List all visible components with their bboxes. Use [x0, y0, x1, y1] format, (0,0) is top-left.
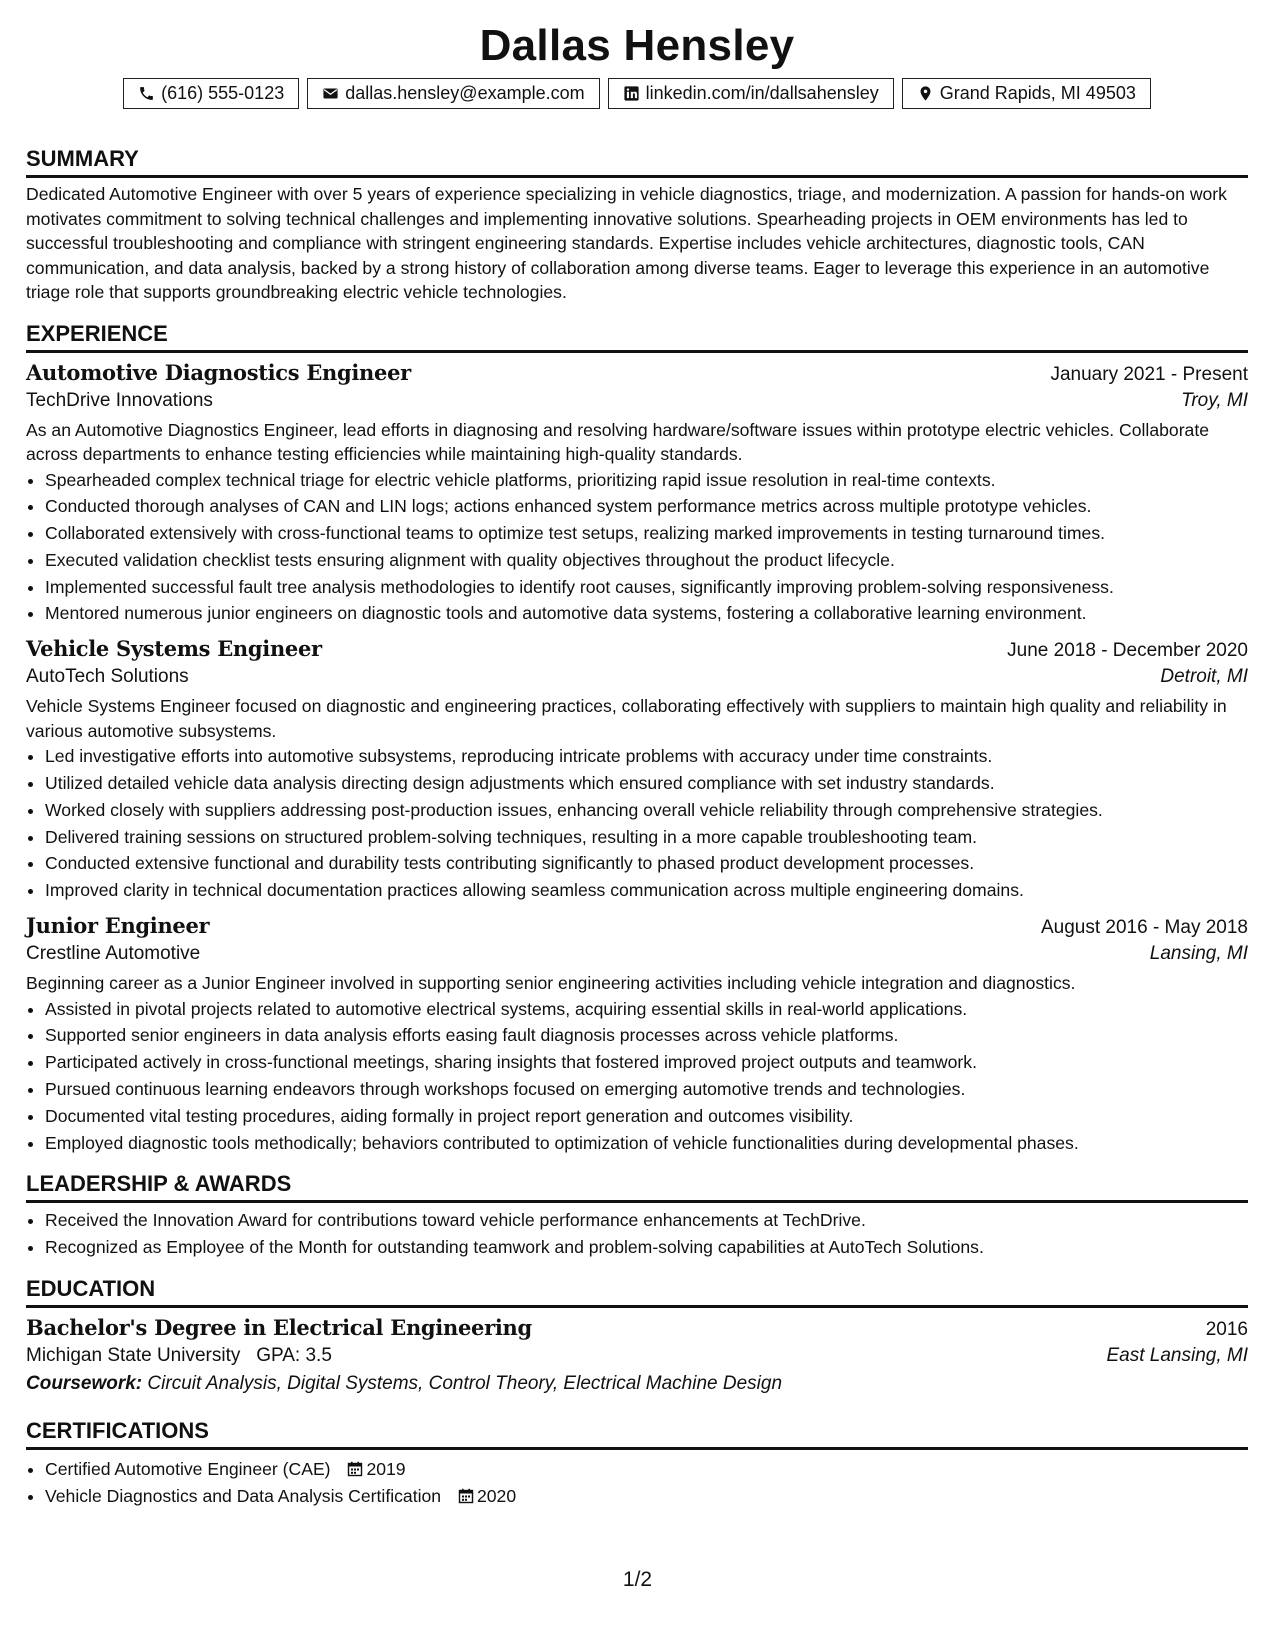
list-item: • Collaborated extensively with cross-functional teams to optimize test setups, realizing marked improvements in testing turnaround times. — [45, 520, 1248, 547]
summary-text: Dedicated Automotive Engineer with over 5 years of experience specializing in vehicle diagnostics, triage, and modernization. A passion for hands-on work motivates commitment to solving technical challenges and implementing innovative solutions. Spearheading projects in OEM environments has led to successful troubleshooting and compliance with stringent engineering standards. Expertise includes vehicle architectures, diagnostic tools, CAN communication, and data analysis, backed by a strong history of collaboration among diverse teams. Eager to leverage this experience in an automotive triage role that supports groundbreaking electric vehicle technologies. — [26, 184, 1227, 302]
job-location: Lansing, MI — [1149, 943, 1248, 965]
graduation-year: 2016 — [1205, 1318, 1248, 1340]
contact-linkedin[interactable] — [608, 78, 894, 109]
job-dates: January 2021 - Present — [1050, 363, 1248, 385]
certification-year: 2019 — [366, 1458, 406, 1479]
list-item: • Delivered training sessions on structured problem-solving techniques, resulting in a more capable troubleshooting team. — [45, 824, 1248, 851]
job-subheader — [26, 666, 1248, 688]
map-pin-icon — [917, 85, 934, 102]
list-item: • Spearheaded complex technical triage for electric vehicle platforms, prioritizing rapid issue resolution in real-time contexts. — [45, 467, 1248, 494]
education-header — [26, 1315, 1248, 1341]
phone-icon — [138, 85, 155, 102]
page-number: 1/2 — [622, 1568, 653, 1591]
job-description: As an Automotive Diagnostics Engineer, lead efforts in diagnosing and resolving hardware/software issues within prototype electric vehicles. Collaborate across departments to enhance testing efficiencies while maintaining high-quality standards. — [26, 419, 1210, 464]
list-item: • Supported senior engineers in data analysis efforts easing fault diagnosis processes across vehicle platforms. — [45, 1022, 1248, 1049]
job-title: Automotive Diagnostics Engineer — [26, 359, 411, 385]
coursework-list: Circuit Analysis, Digital Systems, Control Theory, Electrical Machine Design — [147, 1372, 783, 1394]
list-item: • Conducted extensive functional and durability tests contributing significantly to phased product development processes. — [45, 850, 1248, 877]
contact-bar — [26, 78, 1248, 109]
gpa: GPA: 3.5 — [256, 1344, 332, 1366]
summary-section — [26, 145, 1248, 305]
contact-phone — [123, 78, 299, 109]
job-header — [26, 913, 1248, 939]
list-item: • Led investigative efforts into automotive subsystems, reproducing intricate problems with accuracy under time constraints. — [45, 743, 1248, 770]
list-item: • Mentored numerous junior engineers on diagnostic tools and automotive data systems, fostering a collaborative learning environment. — [45, 600, 1248, 627]
certifications-section — [26, 1417, 1248, 1510]
job-bullets — [26, 743, 1248, 904]
contact-location — [902, 78, 1151, 109]
calendar-icon — [458, 1488, 474, 1504]
list-item: • Documented vital testing procedures, aiding formally in project report generation and outcomes visibility. — [45, 1103, 1248, 1130]
list-item: • Assisted in pivotal projects related to automotive electrical systems, acquiring essential skills in real-world applications. — [45, 996, 1248, 1023]
list-item — [45, 1483, 1248, 1510]
job-location: Detroit, MI — [1160, 666, 1248, 688]
list-item: • Pursued continuous learning endeavors through workshops focused on emerging automotive trends and technologies. — [45, 1076, 1248, 1103]
job-description: Vehicle Systems Engineer focused on diagnostic and engineering practices, collaborating effectively with suppliers to maintain high quality and reliability in various automotive subsystems. — [26, 696, 1227, 741]
coursework-label: Coursework: — [26, 1372, 143, 1394]
list-item: • Utilized detailed vehicle data analysis directing design adjustments which ensured compliance with set industry standards. — [45, 770, 1248, 797]
section-title: EXPERIENCE — [26, 320, 1248, 353]
job-dates: August 2016 - May 2018 — [1040, 917, 1248, 939]
list-item: • Executed validation checklist tests ensuring alignment with quality objectives throughout the product lifecycle. — [45, 547, 1248, 574]
list-item: • Employed diagnostic tools methodically; behaviors contributed to optimization of vehicle functionalities during developmental phases. — [45, 1130, 1248, 1157]
job-location: Troy, MI — [1181, 389, 1248, 411]
education-section — [26, 1275, 1248, 1395]
resume-page — [26, 18, 1248, 1510]
certifications-list — [26, 1456, 1248, 1510]
job-bullets — [26, 467, 1248, 628]
list-item: • Participated actively in cross-functional meetings, sharing insights that fostered improved project outputs and teamwork. — [45, 1049, 1248, 1076]
contact-email-text[interactable]: dallas.hensley@example.com — [345, 83, 585, 103]
contact-phone-text: (616) 555-0123 — [161, 83, 285, 103]
school-location: East Lansing, MI — [1106, 1344, 1248, 1366]
section-title: CERTIFICATIONS — [26, 1417, 1248, 1450]
education-subheader — [26, 1345, 1248, 1367]
job-subheader — [26, 390, 1248, 412]
job-title: Junior Engineer — [26, 913, 210, 939]
certification-year: 2020 — [476, 1485, 517, 1506]
certification-name: Certified Automotive Engineer (CAE) — [45, 1458, 331, 1479]
job-description: Beginning career as a Junior Engineer involved in supporting senior engineering activities including vehicle integration and diagnostics. — [26, 973, 1076, 994]
job-entry — [26, 360, 1248, 628]
job-subheader — [26, 943, 1248, 965]
candidate-name: Dallas Hensley — [479, 21, 795, 70]
contact-email[interactable] — [307, 78, 599, 109]
list-item — [45, 1456, 1248, 1483]
section-title: EDUCATION — [26, 1275, 1248, 1308]
degree-title: Bachelor's Degree in Electrical Engineering — [26, 1314, 532, 1340]
job-entry — [26, 636, 1248, 904]
linkedin-icon — [623, 85, 640, 102]
envelope-icon — [322, 85, 339, 102]
section-title: SUMMARY — [26, 145, 1248, 178]
job-title: Vehicle Systems Engineer — [26, 636, 322, 662]
section-title: LEADERSHIP & AWARDS — [26, 1170, 1248, 1203]
contact-location-text: Grand Rapids, MI 49503 — [939, 83, 1136, 103]
leadership-section — [26, 1170, 1248, 1261]
job-company: AutoTech Solutions — [26, 666, 189, 688]
list-item: • Worked closely with suppliers addressing post-production issues, enhancing overall vehicle reliability through comprehensive strategies. — [45, 797, 1248, 824]
coursework — [26, 1373, 1248, 1395]
calendar-icon — [347, 1461, 363, 1477]
certification-name: Vehicle Diagnostics and Data Analysis Certification — [45, 1485, 442, 1506]
job-header — [26, 360, 1248, 386]
job-company: Crestline Automotive — [26, 943, 201, 965]
awards-list — [26, 1207, 1248, 1261]
experience-section — [26, 320, 1248, 1157]
list-item: • Recognized as Employee of the Month for outstanding teamwork and problem-solving capabilities at AutoTech Solutions. — [45, 1234, 1248, 1261]
contact-linkedin-text[interactable]: linkedin.com/in/dallsahensley — [645, 83, 879, 103]
job-entry — [26, 913, 1248, 1156]
list-item: • Implemented successful fault tree analysis methodologies to identify root causes, significantly improving problem-solving responsiveness. — [45, 574, 1248, 601]
job-company: TechDrive Innovations — [26, 389, 213, 411]
list-item: • Improved clarity in technical documentation practices allowing seamless communication across multiple engineering domains. — [45, 877, 1248, 904]
school-name: Michigan State University — [26, 1344, 241, 1366]
job-bullets — [26, 996, 1248, 1157]
job-header — [26, 636, 1248, 662]
job-dates: June 2018 - December 2020 — [1007, 640, 1248, 662]
list-item: • Conducted thorough analyses of CAN and LIN logs; actions enhanced system performance metrics across multiple prototype vehicles. — [45, 493, 1248, 520]
list-item: • Received the Innovation Award for contributions toward vehicle performance enhancements at TechDrive. — [45, 1207, 1248, 1234]
